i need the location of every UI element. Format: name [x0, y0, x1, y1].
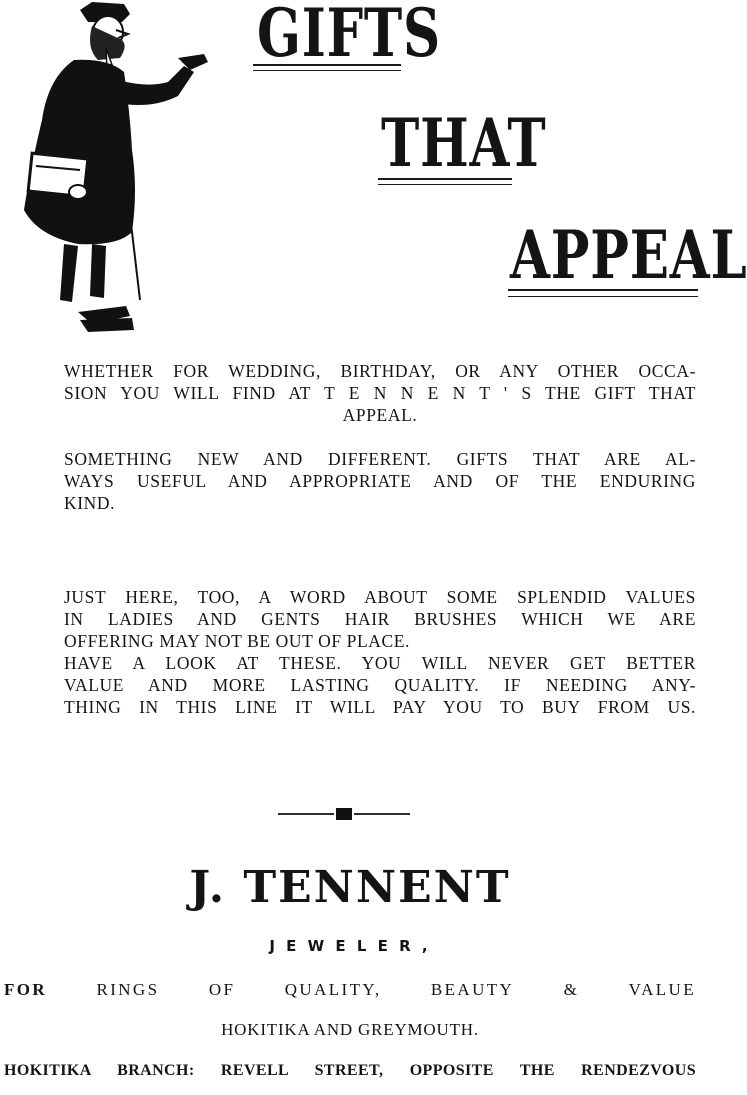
paragraph-line: JUST HERE, TOO, A WORD ABOUT SOME SPLENDID VALUES	[64, 587, 696, 607]
slogan-word: BEAUTY	[430, 980, 515, 999]
ornament-divider-icon	[276, 806, 412, 822]
business-name: J. TENNENT	[189, 862, 511, 913]
rule-under-gifts	[253, 64, 401, 66]
paragraph-line: SOMETHING NEW AND DIFFERENT. GIFTS THAT ARE AL-	[64, 449, 696, 469]
paragraph-occasion	[64, 360, 696, 426]
rule-under-that	[378, 178, 512, 180]
slogan-word: QUALITY,	[284, 980, 382, 999]
paragraph-line: OFFERING MAY NOT BE OUT OF PLACE.	[64, 631, 411, 651]
branch-address: HOKITIKA BRANCH: REVELL STREET, OPPOSITE THE RENDEZVOUS	[4, 1062, 696, 1079]
paragraph-line: WHETHER FOR WEDDING, BIRTHDAY, OR ANY OTHER OCCA-	[64, 361, 696, 381]
paragraph-line: IN LADIES AND GENTS HAIR BRUSHES WHICH WE ARE	[64, 609, 696, 629]
illustration-man-pointing-icon	[8, 0, 218, 335]
business-trade: J E W E L E R ,	[269, 937, 431, 955]
slogan-line	[4, 980, 696, 1000]
slogan-word: &	[563, 980, 580, 999]
paragraph-line: HAVE A LOOK AT THESE. YOU WILL NEVER GET BETTER	[64, 653, 696, 673]
slogan-word: RINGS	[96, 980, 160, 999]
headline-that: THAT	[381, 104, 547, 182]
paragraph-line: APPEAL.	[342, 405, 418, 425]
rule-under-gifts-2	[253, 70, 401, 71]
paragraph-hair-brushes	[64, 586, 696, 652]
paragraph-line: KIND.	[64, 493, 116, 513]
paragraph-line: VALUE AND MORE LASTING QUALITY. IF NEEDING ANY-	[64, 675, 696, 695]
paragraph-line: THING IN THIS LINE IT WILL PAY YOU TO BUY FROM US.	[64, 697, 696, 717]
paragraph-something-new	[64, 448, 696, 514]
headline-appeal: APPEAL	[510, 216, 747, 294]
slogan-word: FOR	[4, 980, 48, 999]
paragraph-have-a-look	[64, 652, 696, 718]
slogan-word: OF	[208, 980, 236, 999]
rule-under-appeal-2	[508, 296, 698, 297]
paragraph-line: WAYS USEFUL AND APPROPRIATE AND OF THE ENDURING	[64, 471, 696, 491]
headline-gifts: GIFTS	[257, 0, 441, 72]
paragraph-line: SION YOU WILL FIND AT T E N N E N T ' S THE GIFT THAT	[64, 383, 696, 403]
towns: HOKITIKA AND GREYMOUTH.	[221, 1020, 479, 1039]
slogan-word: VALUE	[628, 980, 696, 999]
rule-under-appeal	[508, 289, 698, 291]
rule-under-that-2	[378, 184, 512, 185]
